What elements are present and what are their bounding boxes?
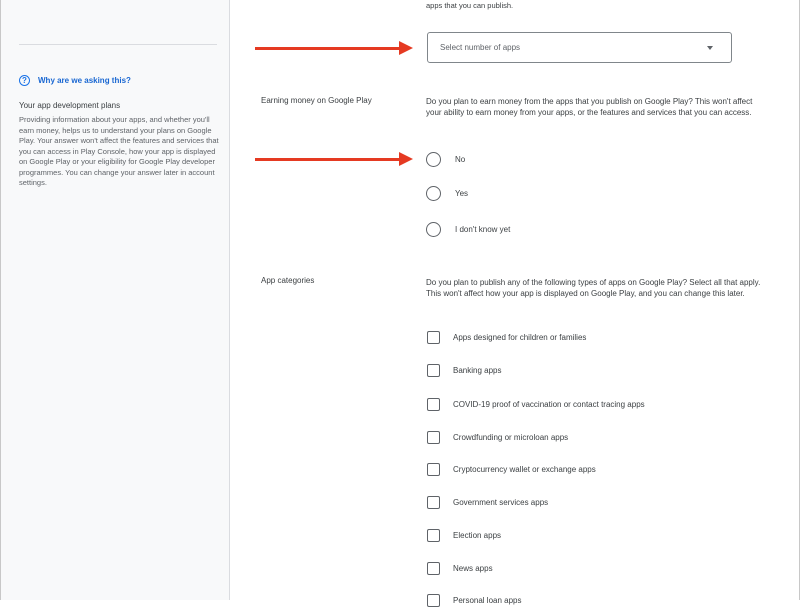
checkbox-label: Banking apps	[453, 366, 502, 375]
checkbox[interactable]	[427, 331, 440, 344]
help-circle-icon: ?	[19, 75, 30, 86]
select-placeholder: Select number of apps	[440, 43, 521, 52]
apps-count-select[interactable]	[427, 32, 732, 63]
checkbox[interactable]	[427, 431, 440, 444]
checkbox[interactable]	[427, 529, 440, 542]
annotation-arrow-radio	[255, 158, 403, 161]
sidebar-heading: Your app development plans	[19, 101, 121, 110]
checkbox-children-families[interactable]	[426, 331, 586, 344]
checkbox[interactable]	[427, 463, 440, 476]
checkbox[interactable]	[427, 398, 440, 411]
earning-question: Do you plan to earn money from the apps that you publish on Google Play? This won't affect your ability to earn money from your apps, or the features and services that you can access.	[426, 97, 753, 117]
checkbox-label: Crowdfunding or microloan apps	[453, 433, 569, 442]
checkbox-label: COVID-19 proof of vaccination or contact tracing apps	[453, 400, 645, 409]
checkbox-label: News apps	[453, 564, 493, 573]
checkbox-label: Government services apps	[453, 498, 549, 507]
radio-button[interactable]	[426, 186, 441, 201]
radio-label: Yes	[455, 189, 469, 198]
checkbox-covid[interactable]	[426, 398, 645, 411]
radio-option-dont-know[interactable]	[426, 222, 510, 237]
radio-button[interactable]	[426, 152, 441, 167]
dropdown-caret-icon	[707, 46, 713, 50]
radio-label: I don't know yet	[455, 225, 511, 234]
checkbox-banking[interactable]	[426, 364, 501, 377]
radio-option-no[interactable]	[426, 152, 465, 167]
help-sidebar	[1, 0, 229, 600]
help-title: Why are we asking this?	[38, 76, 131, 85]
sidebar-divider	[19, 44, 217, 45]
radio-label: No	[455, 155, 466, 164]
checkbox[interactable]	[427, 594, 440, 607]
categories-question: Do you plan to publish any of the following types of apps on Google Play? Select all that apply. This won't affect how your app is displayed on Google Play, and you can change this later.	[426, 278, 761, 298]
apps-count-description: apps that you can publish.	[426, 1, 514, 10]
checkbox-label: Apps designed for children or families	[453, 333, 587, 342]
checkbox-election[interactable]	[426, 529, 501, 542]
help-toggle[interactable]	[19, 75, 131, 86]
checkbox-crowdfunding[interactable]	[426, 431, 568, 444]
checkbox[interactable]	[427, 364, 440, 377]
checkbox-label: Election apps	[453, 531, 502, 540]
checkbox-cryptocurrency[interactable]	[426, 463, 596, 476]
checkbox-label: Personal loan apps	[453, 596, 522, 605]
categories-section-label: App categories	[261, 276, 315, 285]
checkbox[interactable]	[427, 496, 440, 509]
earning-section-label: Earning money on Google Play	[261, 96, 372, 105]
sidebar-body-text: Providing information about your apps, and whether you'll earn money, helps us to understand your plans on Google Play. Your answer won't affect the features and services that you can access in Play Console, how your app is displayed on Google Play or your eligibility for Google Play developer programmes. You can change your answer later in account settings.	[19, 115, 219, 187]
sidebar-border	[229, 0, 230, 600]
checkbox-label: Cryptocurrency wallet or exchange apps	[453, 465, 596, 474]
checkbox-government[interactable]	[426, 496, 548, 509]
checkbox[interactable]	[427, 562, 440, 575]
radio-button[interactable]	[426, 222, 441, 237]
checkbox-news[interactable]	[426, 562, 493, 575]
checkbox-personal-loan[interactable]	[426, 594, 522, 607]
radio-option-yes[interactable]	[426, 186, 468, 201]
annotation-arrow-select	[255, 47, 403, 50]
